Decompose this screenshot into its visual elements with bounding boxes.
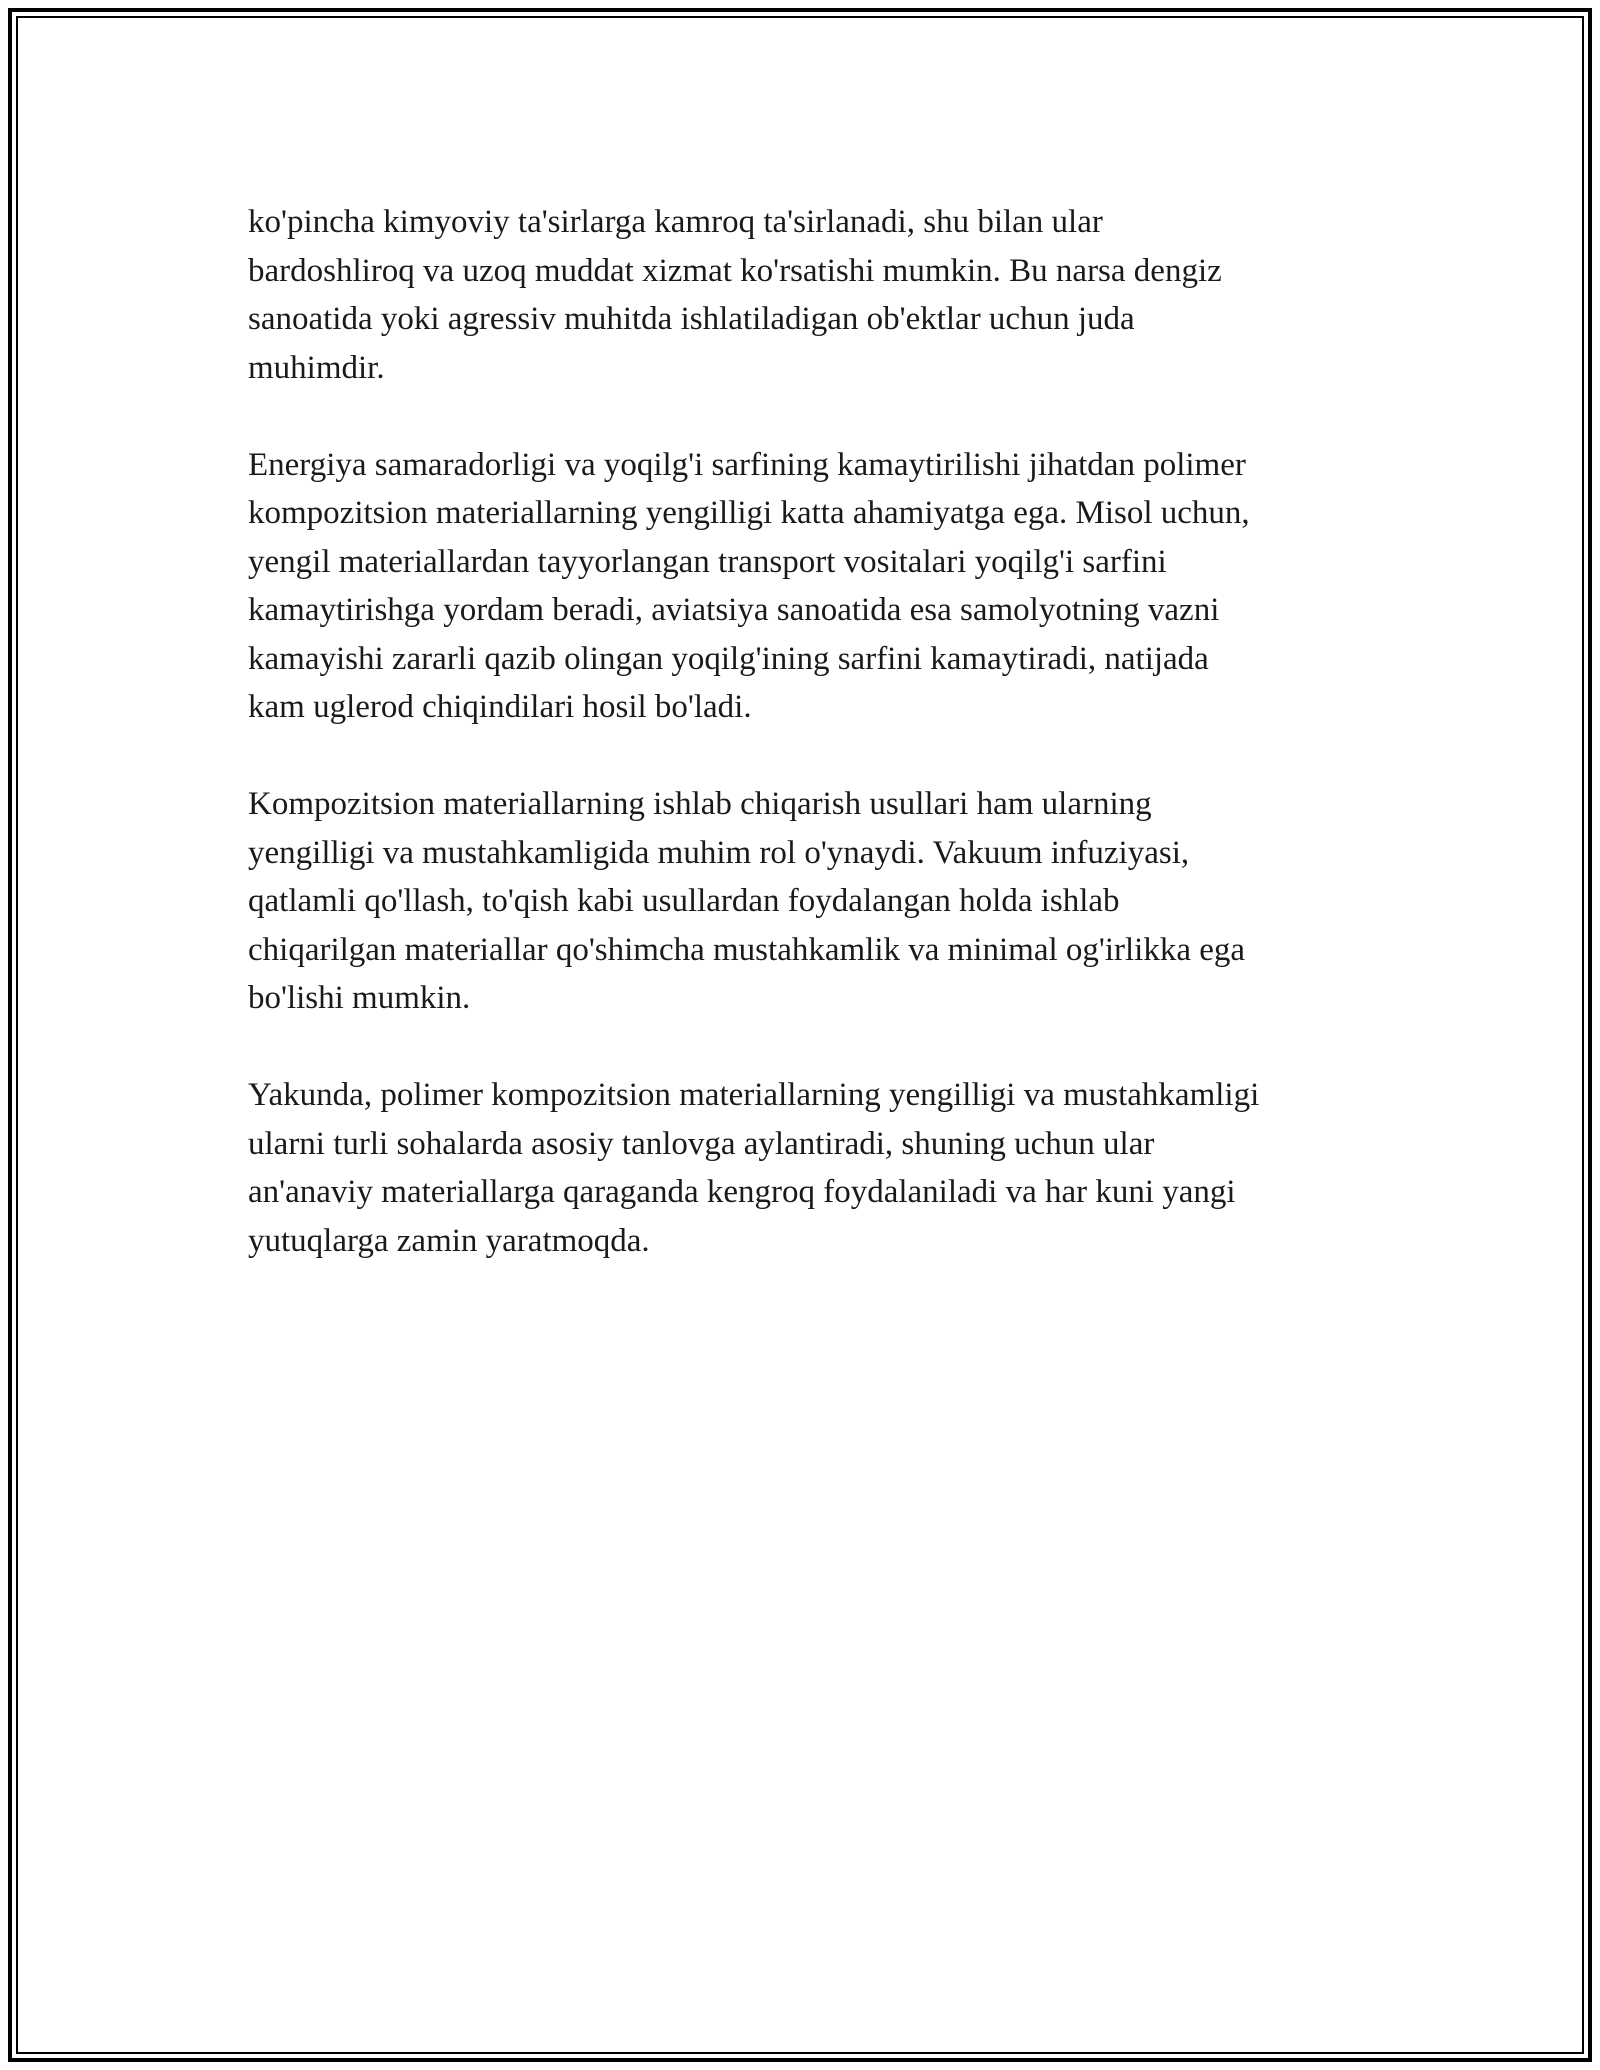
paragraph-2: Energiya samaradorligi va yoqilg'i sarfining kamaytirilishi jihatdan polimer kompozitsion materiallarning yengilligi katta ahamiyatga ega. Misol uchun, yengil materiallardan tayyorlangan transport vositalari yoqilg'i sarfini kamaytirishga yordam beradi, aviatsiya sanoatida esa samolyotning vazni kamayishi zararli qazib olingan yoqilg'ining sarfini kamaytiradi, natijada kam uglerod chiqindilari hosil bo'ladi. (248, 446, 1250, 725)
paragraph-3: Kompozitsion materiallarning ishlab chiqarish usullari ham ularning yengilligi va mustahkamligida muhim rol o'ynaydi. Vakuum infuziyasi, qatlamli qo'llash, to'qish kabi usullardan foydalangan holda ishlab chiqarilgan materiallar qo'shimcha mustahkamlik va minimal og'irlikka ega bo'lishi mumkin. (248, 786, 1246, 1016)
paragraph-1: ko'pincha kimyoviy ta'sirlarga kamroq ta'sirlanadi, shu bilan ular bardoshliroq va uzoq muddat xizmat ko'rsatishi mumkin. Bu narsa dengiz sanoatida yoki agressiv muhitda ishlatiladigan ob'ektlar uchun juda muhimdir. (248, 204, 1222, 386)
document-body (248, 198, 1388, 1314)
page-frame (8, 8, 1592, 2062)
paragraph-4: Yakunda, polimer kompozitsion materiallarning yengilligi va mustahkamligi ularni turli sohalarda asosiy tanlovga aylantiradi, shuning uchun ular an'anaviy materiallarga qaraganda kengroq foydalaniladi va har kuni yangi yutuqlarga zamin yaratmoqda. (248, 1077, 1260, 1259)
